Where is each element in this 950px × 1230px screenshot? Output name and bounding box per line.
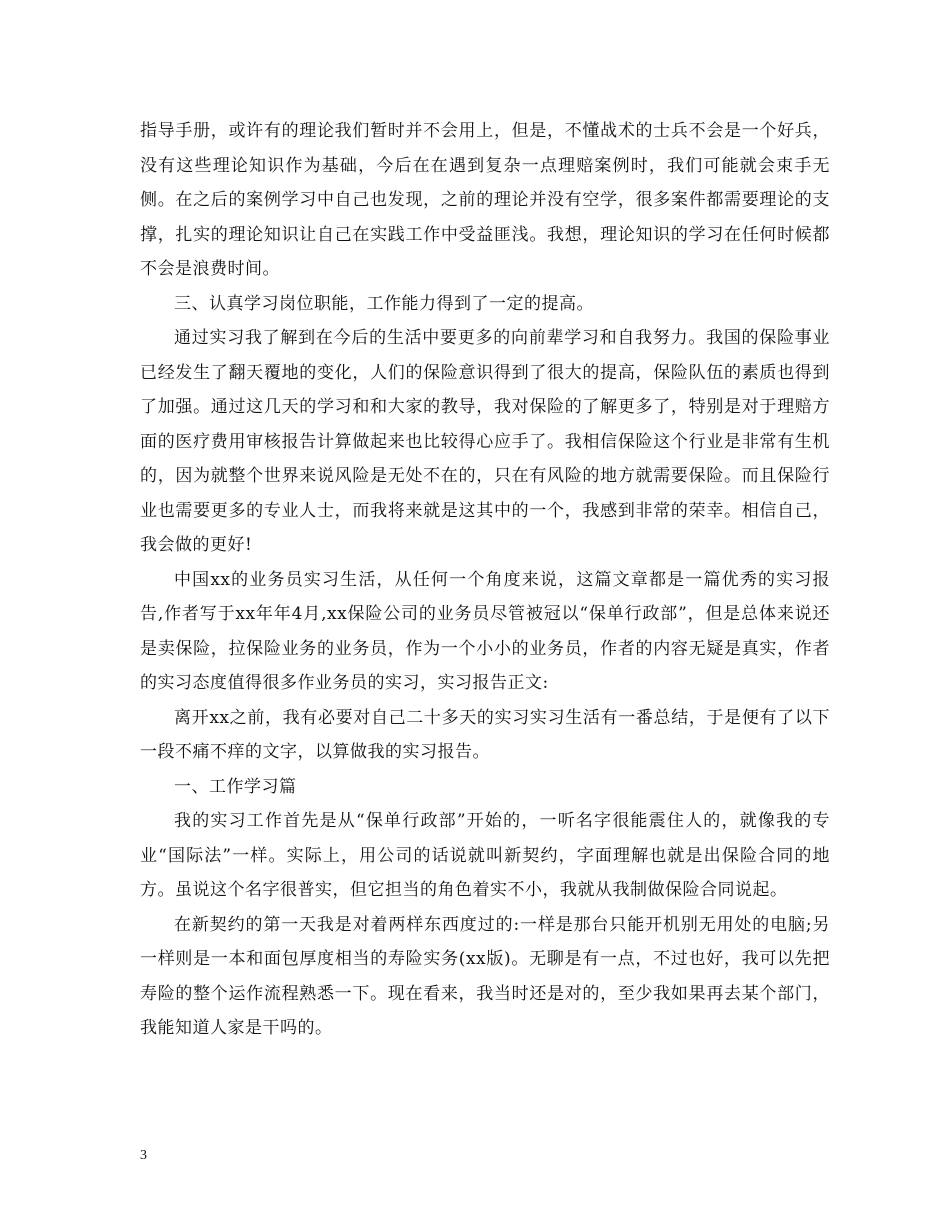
section-heading-1: 一、工作学习篇: [174, 776, 297, 797]
document-body: [140, 114, 830, 1046]
paragraph-first-day: 在新契约的第一天我是对着两样东西度过的:一样是那台只能开机别无用处的电脑;另一样则是一本和面包厚度相当的寿险实务(xx版)。无聊是有一点，不过也好，我可以先把寿险的整个运作流程熟悉一下。现在看来，我当时还是对的，至少我如果再去某个部门，我能知道人家是干吗的。: [140, 914, 830, 1038]
page-number: 3: [140, 1148, 147, 1163]
paragraph-theory-continuation: 指导手册，或许有的理论我们暂时并不会用上，但是，不懂战术的士兵不会是一个好兵，没有这些理论知识作为基础，今后在在遇到复杂一点理赔案例时，我们可能就会束手无侧。在之后的案例学习中自己也发现，之前的理论并没有空学，很多案件都需要理论的支撑，扎实的理论知识让自己在实践工作中受益匪浅。我想，理论知识的学习在任何时候都不会是浪费时间。: [140, 121, 830, 279]
paragraph-report-intro: 中国xx的业务员实习生活，从任何一个角度来说，这篇文章都是一篇优秀的实习报告,作者写于xx年年4月,xx保险公司的业务员尽管被冠以“保单行政部”，但是总体来说还是卖保险，拉保险业务的业务员，作为一个小小的业务员，作者的内容无疑是真实，作者的实习态度值得很多作业务员的实习，实习报告正文:: [140, 569, 830, 693]
section-heading-3: 三、认真学习岗位职能，工作能力得到了一定的提高。: [174, 293, 594, 314]
paragraph-work-start: 我的实习工作首先是从“保单行政部”开始的，一听名字很能震住人的，就像我的专业“国际法”一样。实际上，用公司的话说就叫新契约，字面理解也就是出保险合同的地方。虽说这个名字很普实，但它担当的角色着实不小，我就从我制做保险合同说起。: [140, 811, 830, 900]
paragraph-insurance-industry: 通过实习我了解到在今后的生活中要更多的向前辈学习和自我努力。我国的保险事业已经发生了翻天覆地的变化，人们的保险意识得到了很大的提高，保险队伍的素质也得到了加强。通过这几天的学习和和大家的教导，我对保险的了解更多了，特别是对于理赔方面的医疗费用审核报告计算做起来也比较得心应手了。我相信保险这个行业是非常有生机的，因为就整个世界来说风险是无处不在的，只在有风险的地方就需要保险。而且保险行业也需要更多的专业人士，而我将来就是这其中的一个，我感到非常的荣幸。相信自己，我会做的更好!: [140, 328, 830, 555]
paragraph-leaving-summary: 离开xx之前，我有必要对自己二十多天的实习实习生活有一番总结，于是便有了以下一段不痛不痒的文字，以算做我的实习报告。: [140, 707, 830, 762]
